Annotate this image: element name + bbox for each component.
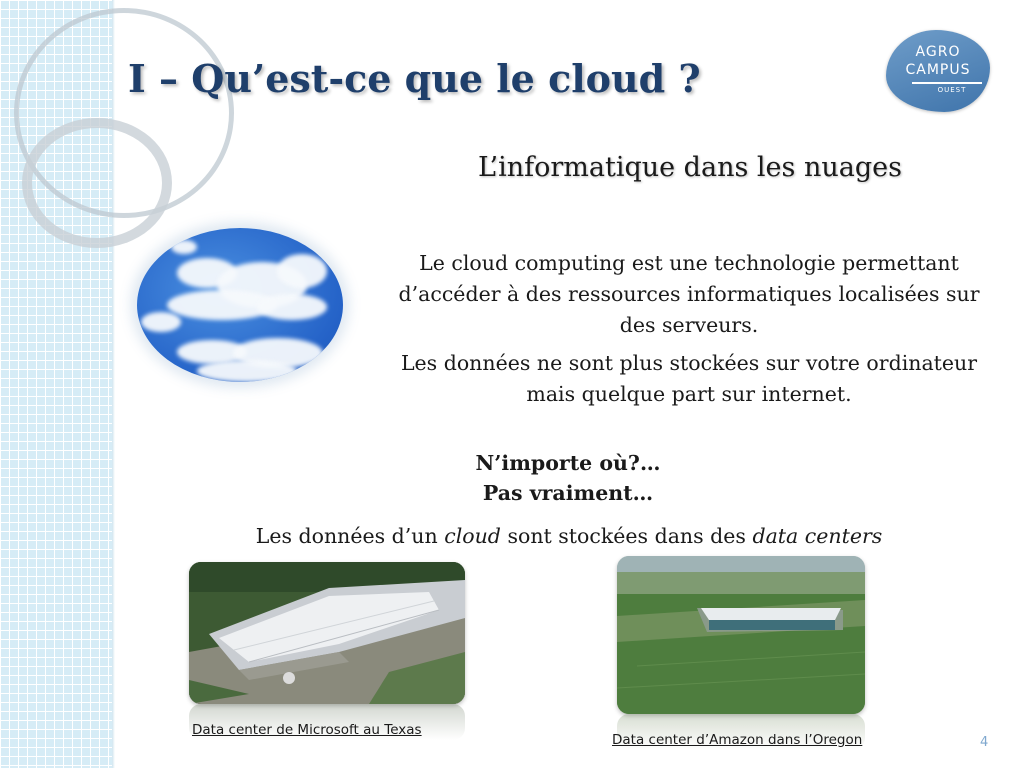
sentence-part2: sont stockées dans des — [500, 524, 753, 548]
datacenter-sentence — [200, 524, 938, 548]
paragraph-cloud-definition: Le cloud computing est une technologie permettant d’accéder à des ressources informatiques localisées sur des serveurs. — [398, 251, 980, 337]
microsoft-datacenter-photo — [189, 562, 465, 704]
agrocampus-logo — [886, 30, 990, 112]
page-number: 4 — [980, 735, 989, 750]
logo-text-campus: CAMPUS — [905, 62, 971, 78]
cloud-word: cloud — [444, 524, 501, 548]
microsoft-caption: Data center de Microsoft au Texas — [192, 722, 422, 738]
slide-subtitle: L’informatique dans les nuages — [478, 152, 902, 183]
logo-text-agro: AGRO — [915, 44, 961, 60]
microsoft-datacenter-drawing — [189, 562, 465, 704]
slide-title: I – Qu’est-ce que le cloud ? — [128, 56, 701, 101]
amazon-datacenter-photo — [617, 556, 865, 714]
paragraph-data-storage: Les données ne sont plus stockées sur votre ordinateur mais quelque part sur internet. — [400, 351, 978, 406]
bold-answer: Pas vraiment… — [482, 481, 654, 505]
sentence-part1: Les données d’un — [255, 524, 445, 548]
amazon-caption: Data center d’Amazon dans l’Oregon — [612, 732, 863, 748]
data-centers-word: data centers — [752, 524, 883, 548]
bold-question: N’importe où?… — [475, 451, 661, 475]
logo-bar — [912, 82, 982, 84]
decorative-ring-small — [22, 118, 172, 248]
amazon-datacenter-drawing — [617, 556, 865, 714]
cloud-sky-image — [137, 228, 343, 382]
logo-text-ouest: OUEST — [937, 86, 967, 94]
